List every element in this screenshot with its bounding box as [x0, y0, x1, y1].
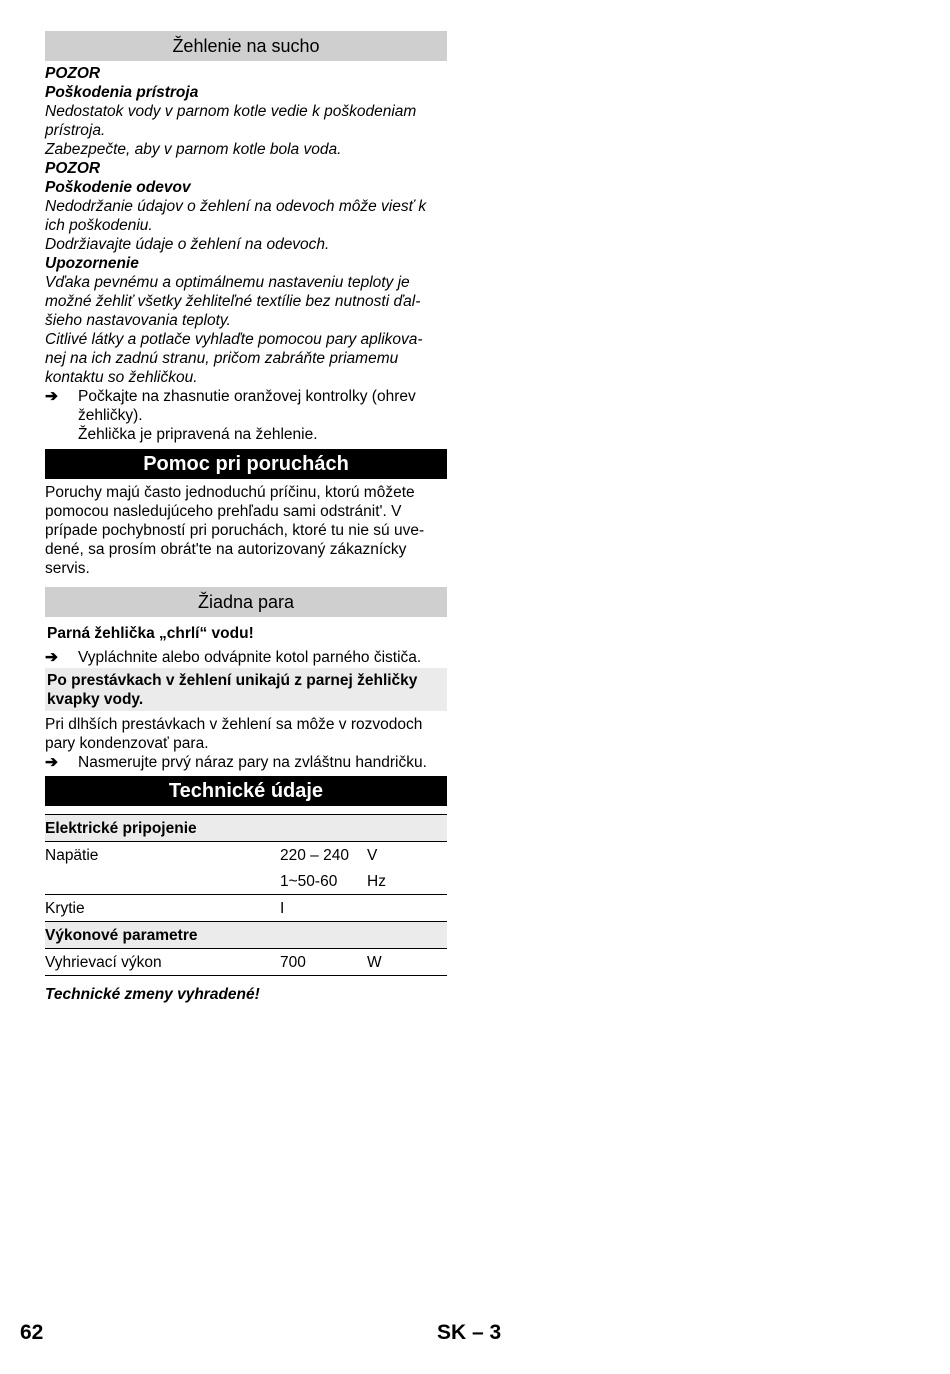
- arrow-right-icon: ➔: [45, 388, 58, 405]
- section-marker: SK – 3: [437, 1321, 502, 1344]
- note-label: Upozornenie: [45, 255, 139, 272]
- paragraph-text: pomocou nasledujúceho prehľadu sami odstránit'. V: [45, 503, 402, 520]
- paragraph-text: dené, sa prosím obrát'te na autorizovaný zákaznícky: [45, 541, 407, 558]
- table-row: [45, 868, 447, 895]
- note-text: možné žehliť všetky žehliteľné textílie bez nutnosti ďal-: [45, 293, 421, 310]
- instruction-text: žehličky).: [78, 407, 143, 424]
- row-label: Napätie: [45, 846, 99, 864]
- row-unit: Hz: [367, 868, 447, 895]
- row-unit: V: [367, 846, 378, 864]
- paragraph-text: servis.: [45, 560, 90, 577]
- row-label: Vyhrievací výkon: [45, 949, 280, 976]
- warning-title: Poškodenia prístroja: [45, 84, 199, 101]
- arrow-right-icon: ➔: [45, 649, 58, 666]
- group-label: Elektrické pripojenie: [45, 815, 447, 842]
- note-text: šieho nastavovania teploty.: [45, 312, 231, 329]
- row-value: 1~50-60: [280, 868, 367, 895]
- warning-text: Nedostatok vody v parnom kotle vedie k poškodeniam: [45, 103, 417, 120]
- warning-text: Zabezpečte, aby v parnom kotle bola voda.: [45, 141, 342, 158]
- paragraph-text: Pri dlhších prestávkach v žehlení sa môže v rozvodoch: [45, 716, 423, 733]
- section-heading-troubleshooting: Pomoc pri poruchách: [45, 449, 447, 479]
- row-unit: W: [367, 949, 447, 976]
- table-row: [45, 895, 447, 922]
- row-value: 220 – 240: [280, 846, 349, 864]
- warning-label: POZOR: [45, 160, 101, 177]
- warning-label: POZOR: [45, 65, 101, 82]
- arrow-right-icon: ➔: [45, 754, 58, 771]
- content-column: [45, 31, 447, 1004]
- note-text: Citlivé látky a potlače vyhlaďte pomocou pary aplikova-: [45, 331, 423, 348]
- paragraph-text: Poruchy majú často jednoduchú príčinu, ktorú môžete: [45, 484, 415, 501]
- table-group-row: [45, 922, 447, 949]
- instruction-result: Žehlička je pripravená na žehlenie.: [78, 426, 318, 443]
- paragraph-text: pary kondenzovať para.: [45, 735, 209, 752]
- instruction-text: Počkajte na zhasnutie oranžovej kontrolky (ohrev: [78, 388, 416, 405]
- instruction-step: [45, 387, 447, 406]
- section-heading-dry-ironing: Žehlenie na sucho: [45, 31, 447, 61]
- table-row: [45, 949, 447, 976]
- warning-text: Dodržiavajte údaje o žehlení na odevoch.: [45, 236, 330, 253]
- table-group-row: [45, 815, 447, 842]
- warning-title: Poškodenie odevov: [45, 179, 191, 196]
- group-label: Výkonové parametre: [45, 922, 447, 949]
- warning-text: ich poškodeniu.: [45, 217, 153, 234]
- section-heading-technical-data: Technické údaje: [45, 776, 447, 806]
- section-heading-no-steam: Žiadna para: [45, 587, 447, 617]
- technical-data-table: [45, 814, 447, 976]
- instruction-text: Nasmerujte prvý náraz pary na zvláštnu handričku.: [78, 754, 427, 771]
- paragraph-text: prípade pochybností pri poruchách, ktoré tu nie sú uve-: [45, 522, 425, 539]
- issue-title: Parná žehlička „chrlí“ vodu!: [47, 625, 254, 642]
- table-row: [45, 842, 447, 869]
- warning-text: Nedodržanie údajov o žehlení na odevoch môže viesť k: [45, 198, 427, 215]
- instruction-step: [45, 648, 447, 667]
- instruction-text: Vypláchnite alebo odvápnite kotol parného čističa.: [78, 649, 422, 666]
- instruction-step: [45, 753, 447, 772]
- page-number: 62: [20, 1321, 44, 1344]
- disclaimer-text: Technické zmeny vyhradené!: [45, 986, 260, 1003]
- issue-title-line: kvapky vody.: [47, 691, 144, 708]
- issue-title: [45, 668, 447, 711]
- row-value: 700: [280, 949, 367, 976]
- warning-text: prístroja.: [45, 122, 106, 139]
- row-label: Krytie: [45, 895, 280, 922]
- row-value: I: [280, 895, 367, 922]
- issue-title-line: Po prestávkach v žehlení unikajú z parnej žehličky: [47, 672, 418, 689]
- note-text: kontaktu so žehličkou.: [45, 369, 198, 386]
- note-text: Vďaka pevnému a optimálnemu nastaveniu teploty je: [45, 274, 410, 291]
- note-text: nej na ich zadnú stranu, pričom zabráňte priamemu: [45, 350, 399, 367]
